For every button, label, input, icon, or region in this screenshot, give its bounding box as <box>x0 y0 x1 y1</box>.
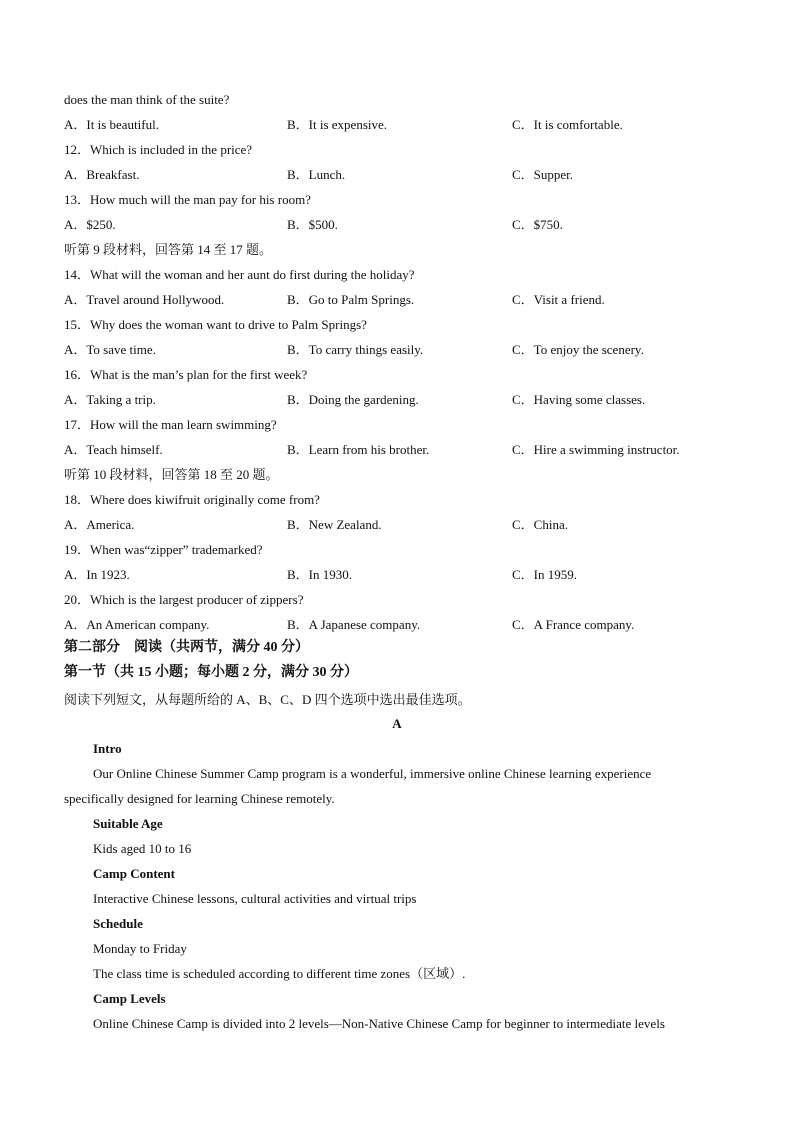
q15-stem: 15．Why does the woman want to drive to Palm Springs? <box>64 317 367 332</box>
q18-option-a: A．America. <box>64 517 135 532</box>
q12-option-b: B．Lunch. <box>287 167 346 182</box>
camp-levels-heading: Camp Levels <box>93 991 166 1006</box>
schedule-heading: Schedule <box>93 916 143 931</box>
q18-option-b: B．New Zealand. <box>287 517 382 532</box>
q14-option-c: C．Visit a friend. <box>512 292 605 307</box>
segment-10-note: 听第 10 段材料，回答第 18 至 20 题。 <box>64 467 279 482</box>
q17-option-b: B．Learn from his brother. <box>287 442 430 457</box>
q11-option-c: C．It is comfortable. <box>512 117 623 132</box>
q19-option-c: C．In 1959. <box>512 567 578 582</box>
q14-stem: 14．What will the woman and her aunt do first during the holiday? <box>64 267 415 282</box>
segment-9-note: 听第 9 段材料，回答第 14 至 17 题。 <box>64 242 273 257</box>
q12-stem: 12．Which is included in the price? <box>64 142 253 157</box>
camp-content-text: Interactive Chinese lessons, cultural activities and virtual trips <box>93 891 417 906</box>
q20-option-c: C．A France company. <box>512 617 635 632</box>
q18-option-c: C．China. <box>512 517 568 532</box>
q14-option-a: A．Travel around Hollywood. <box>64 292 225 307</box>
q19-stem: 19．When was“zipper” trademarked? <box>64 542 263 557</box>
q15-option-b: B．To carry things easily. <box>287 342 424 357</box>
q17-stem: 17．How will the man learn swimming? <box>64 417 277 432</box>
q14-option-b: B．Go to Palm Springs. <box>287 292 415 307</box>
intro-text-line-1: Our Online Chinese Summer Camp program is a wonderful, immersive online Chinese learning experience <box>93 766 652 781</box>
intro-text-line-2: specifically designed for learning Chinese remotely. <box>64 791 335 806</box>
camp-content-heading: Camp Content <box>93 866 175 881</box>
q12-option-a: A．Breakfast. <box>64 167 140 182</box>
q19-option-b: B．In 1930. <box>287 567 353 582</box>
q12-option-c: C．Supper. <box>512 167 574 182</box>
q16-option-a: A．Taking a trip. <box>64 392 156 407</box>
q11-option-a: A．It is beautiful. <box>64 117 159 132</box>
q20-stem: 20．Which is the largest producer of zippers? <box>64 592 304 607</box>
q13-stem: 13．How much will the man pay for his room? <box>64 192 311 207</box>
part-2-title: 第二部分 阅读（共两节，满分 40 分） <box>64 640 309 655</box>
q20-option-a: A．An American company. <box>64 617 210 632</box>
camp-levels-text: Online Chinese Camp is divided into 2 levels—Non-Native Chinese Camp for beginner to intermediate levels <box>93 1016 665 1031</box>
q15-option-c: C．To enjoy the scenery. <box>512 342 644 357</box>
section-1-title: 第一节（共 15 小题；每小题 2 分，满分 30 分） <box>64 665 358 680</box>
passage-label: A <box>392 716 402 731</box>
q15-option-a: A．To save time. <box>64 342 156 357</box>
question-11-stem-continuation: does the man think of the suite? <box>64 92 230 107</box>
q19-option-a: A．In 1923. <box>64 567 130 582</box>
suitable-age-heading: Suitable Age <box>93 816 163 831</box>
suitable-age-text: Kids aged 10 to 16 <box>93 841 192 856</box>
intro-heading: Intro <box>93 741 122 756</box>
q13-option-a: A．$250. <box>64 217 116 232</box>
q16-option-c: C．Having some classes. <box>512 392 646 407</box>
q16-stem: 16．What is the man’s plan for the first week? <box>64 367 308 382</box>
schedule-days: Monday to Friday <box>93 941 187 956</box>
q13-option-c: C．$750. <box>512 217 563 232</box>
schedule-time-note: The class time is scheduled according to different time zones（区域）. <box>93 966 466 981</box>
q11-option-b: B．It is expensive. <box>287 117 388 132</box>
reading-instruction: 阅读下列短文，从每题所给的 A、B、C、D 四个选项中选出最佳选项。 <box>64 692 471 707</box>
q17-option-c: C．Hire a swimming instructor. <box>512 442 680 457</box>
q16-option-b: B．Doing the gardening. <box>287 392 419 407</box>
q18-stem: 18．Where does kiwifruit originally come from? <box>64 492 320 507</box>
q20-option-b: B．A Japanese company. <box>287 617 421 632</box>
q13-option-b: B．$500. <box>287 217 338 232</box>
q17-option-a: A．Teach himself. <box>64 442 163 457</box>
